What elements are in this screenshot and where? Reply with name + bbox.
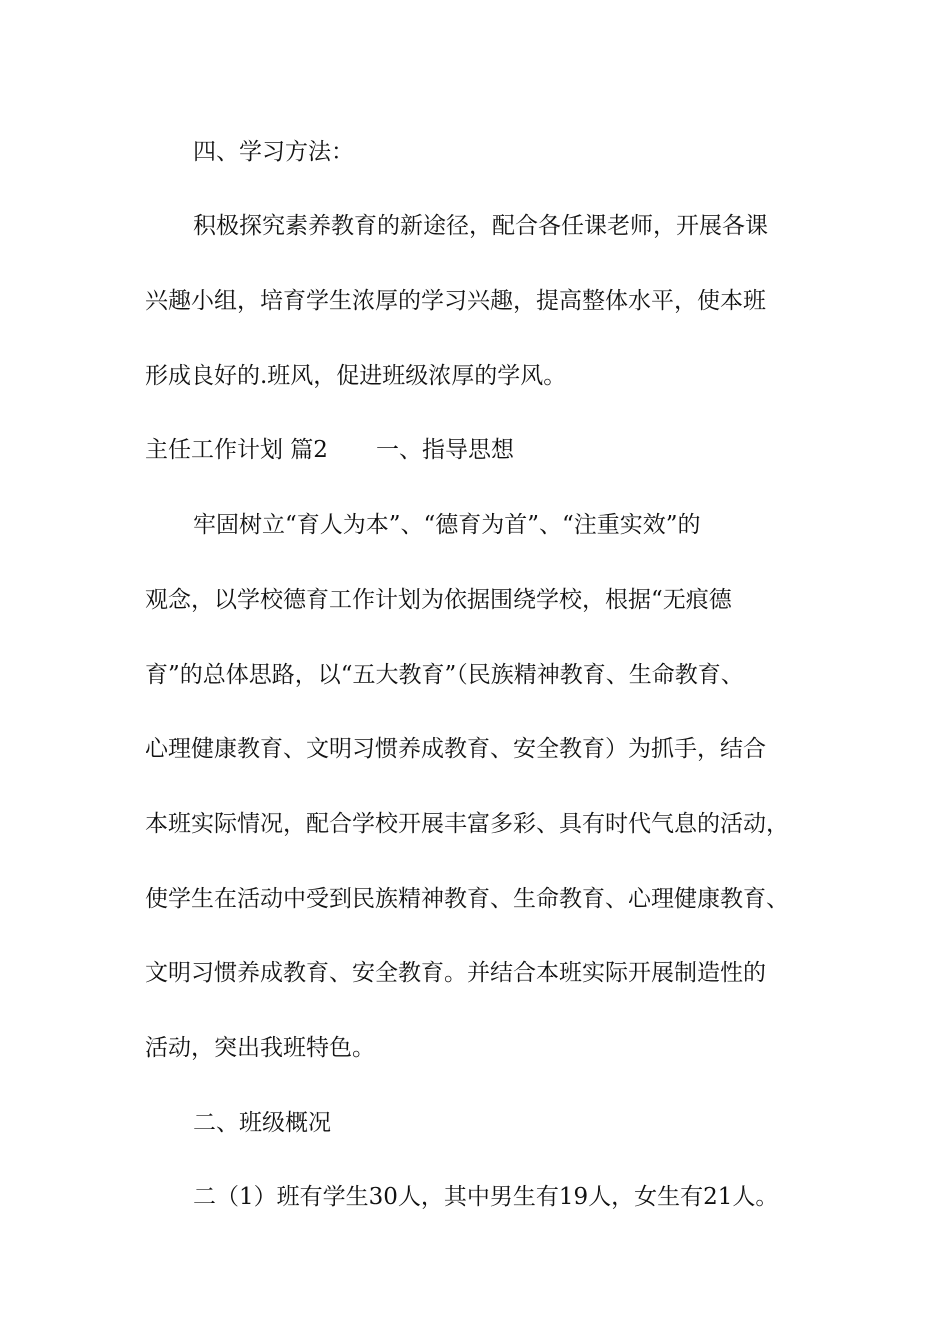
paragraph-line: 使学生在活动中受到民族精神教育、生命教育、心理健康教育、 xyxy=(145,886,789,912)
paragraph-line: 观念，以学校德育工作计划为依据围绕学校，根据“无痕德 xyxy=(145,587,732,613)
paragraph-line: 形成良好的.班风，促进班级浓厚的学风。 xyxy=(145,363,567,389)
paragraph-line: 心理健康教育、文明习惯养成教育、安全教育）为抓手，结合 xyxy=(145,736,766,762)
plan-title: 主任工作计划 篇2 xyxy=(145,437,328,463)
section-heading: 四、学习方法： xyxy=(193,139,354,165)
paragraph-line: 积极探究素养教育的新途径，配合各任课老师，开展各课 xyxy=(193,213,768,239)
paragraph-line: 本班实际情况，配合学校开展丰富多彩、具有时代气息的活动， xyxy=(145,811,789,837)
paragraph-line: 文明习惯养成教育、安全教育。并结合本班实际开展制造性的 xyxy=(145,960,766,986)
section-heading: 二、班级概况 xyxy=(193,1110,331,1136)
paragraph-line: 育”的总体思路，以“五大教育”（民族精神教育、生命教育、 xyxy=(145,662,744,688)
plan-title-line xyxy=(145,435,514,465)
paragraph-line: 兴趣小组，培育学生浓厚的学习兴趣，提高整体水平，使本班 xyxy=(145,288,766,314)
section-heading: 一、指导思想 xyxy=(375,437,514,463)
paragraph-line: 二（1）班有学生30人，其中男生有19人，女生有21人。 xyxy=(193,1184,779,1210)
paragraph-line: 活动，突出我班特色。 xyxy=(145,1035,375,1061)
paragraph-line: 牢固树立“育人为本”、“德育为首”、“注重实效”的 xyxy=(193,512,701,538)
